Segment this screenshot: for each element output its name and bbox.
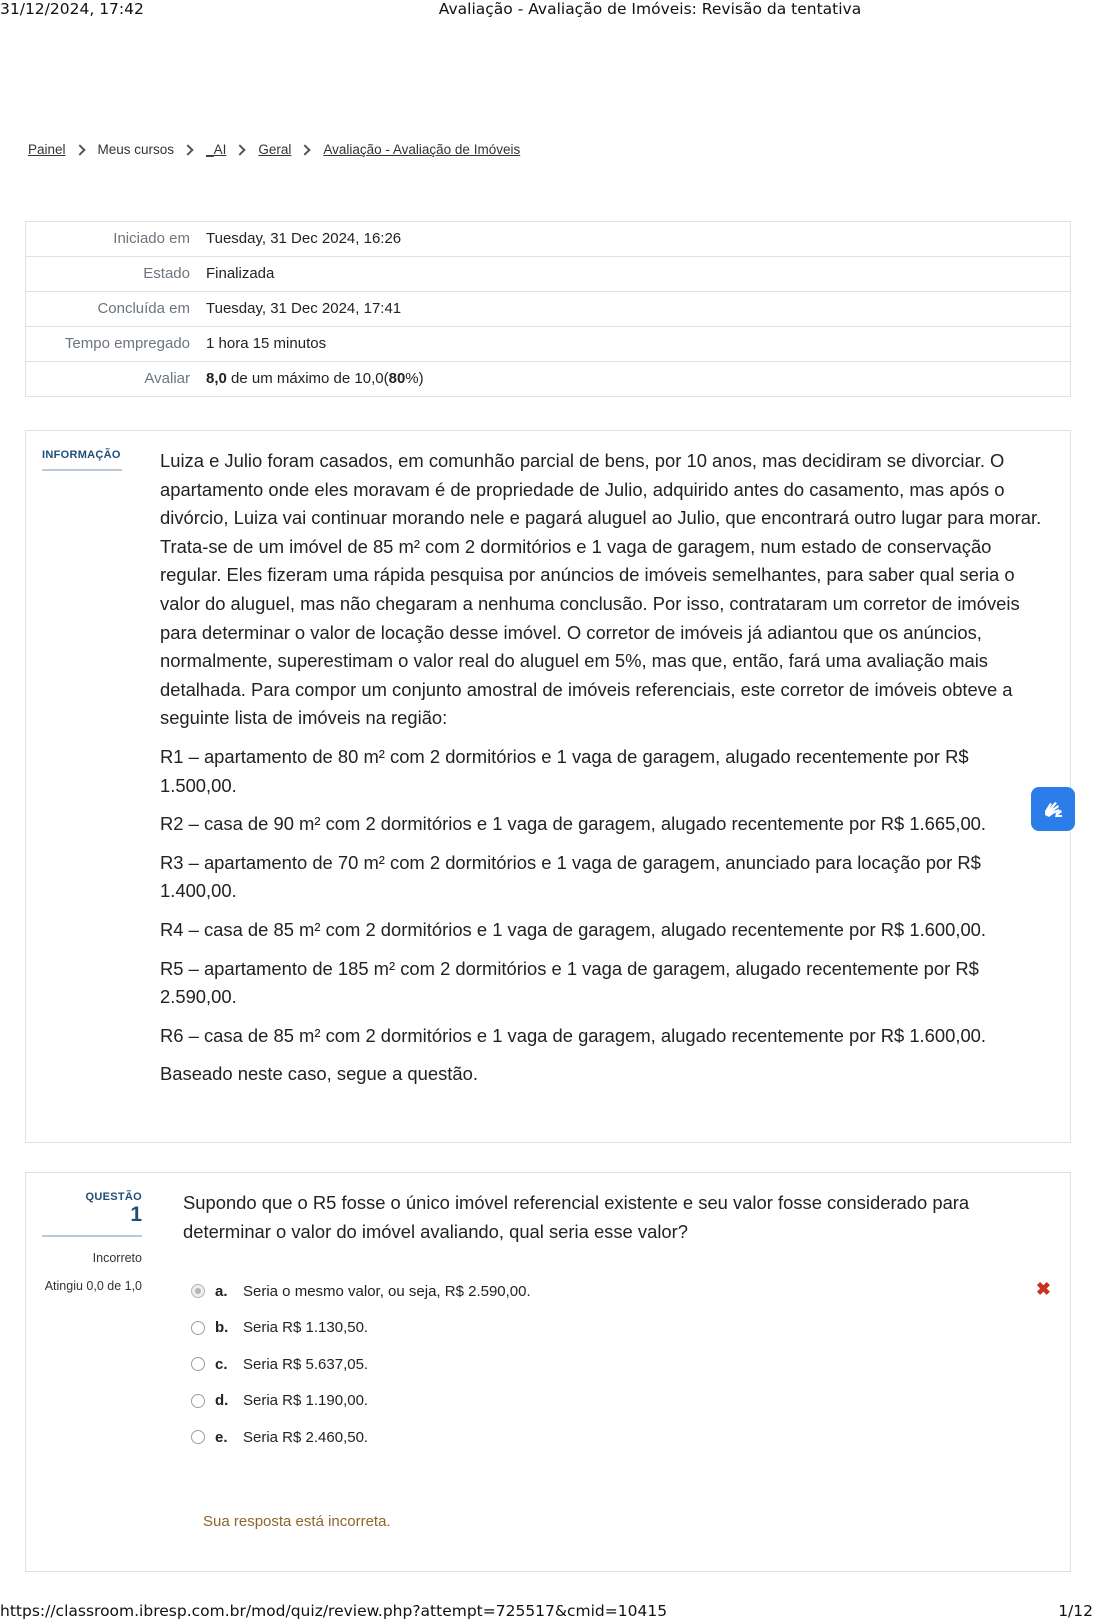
print-footer <box>0 1602 1093 1622</box>
chevron-right-icon <box>300 144 311 155</box>
answer-letter: c. <box>215 1355 228 1373</box>
sign-language-button[interactable] <box>1031 787 1075 831</box>
grade-score: 8,0 <box>206 370 227 387</box>
radio-button[interactable] <box>191 1284 205 1298</box>
information-card <box>25 430 1071 1143</box>
answer-letter: e. <box>215 1428 228 1446</box>
time-label: Tempo empregado <box>64 335 190 352</box>
info-paragraph: Baseado neste caso, segue a questão. <box>160 1063 478 1085</box>
radio-button[interactable] <box>191 1321 205 1335</box>
time-value: 1 hora 15 minutos <box>206 335 327 352</box>
radio-button[interactable] <box>191 1357 205 1371</box>
answer-letter: b. <box>215 1319 229 1337</box>
started-label: Iniciado em <box>113 230 190 247</box>
answer-text: Seria R$ 1.130,50. <box>243 1319 369 1337</box>
chevron-right-icon <box>235 144 246 155</box>
question-number: 1 <box>42 1203 142 1237</box>
grade-value <box>206 362 1070 396</box>
question-state: Incorreto <box>92 1251 142 1265</box>
print-timestamp: 31/12/2024, 17:42 <box>0 0 144 18</box>
breadcrumb-geral[interactable]: Geral <box>258 142 292 157</box>
summary-row-grade <box>26 362 1070 396</box>
answer-letter: a. <box>215 1282 228 1300</box>
grade-label: Avaliar <box>144 370 190 387</box>
question-grade: Atingiu 0,0 de 1,0 <box>44 1279 142 1293</box>
question-text: Supondo que o R5 fosse o único imóvel referencial existente e seu valor fosse considerado para determinar o valor do imóvel avaliando, qual seria esse valor? <box>183 1192 970 1242</box>
question-info <box>42 1191 142 1293</box>
breadcrumb-course[interactable]: _AI <box>206 142 227 157</box>
grade-percent: 80 <box>388 370 406 387</box>
print-page-number: 1/12 <box>1058 1602 1093 1620</box>
started-value: Tuesday, 31 Dec 2024, 16:26 <box>206 230 402 247</box>
completed-value: Tuesday, 31 Dec 2024, 17:41 <box>206 300 402 317</box>
answer-text: Seria o mesmo valor, ou seja, R$ 2.590,00. <box>243 1282 531 1300</box>
answer-feedback: Sua resposta está incorreta. <box>203 1513 391 1530</box>
grade-end: %) <box>405 370 424 387</box>
answer-option-c[interactable] <box>191 1346 1051 1383</box>
attempt-summary-table <box>25 221 1071 397</box>
completed-label: Concluída em <box>97 300 190 317</box>
answer-option-d[interactable] <box>191 1383 1051 1420</box>
breadcrumb <box>28 142 520 157</box>
breadcrumb-painel[interactable]: Painel <box>28 142 66 157</box>
answer-option-e[interactable] <box>191 1419 1051 1456</box>
question-word: QUESTÃO <box>85 1191 142 1203</box>
chevron-right-icon <box>74 144 85 155</box>
radio-button[interactable] <box>191 1394 205 1408</box>
summary-row-started <box>26 222 1070 257</box>
sign-language-icon <box>1039 795 1067 823</box>
grade-mid: de um máximo de 10,0( <box>226 370 389 387</box>
wrong-cross-icon: ✖ <box>1035 1279 1051 1299</box>
answer-option-a[interactable] <box>191 1273 1051 1310</box>
info-paragraph: R4 – casa de 85 m² com 2 dormitórios e 1 vaga de garagem, alugado recentemente por R$ 1.600,00. <box>160 918 987 940</box>
summary-row-completed <box>26 292 1070 327</box>
question-card <box>25 1172 1071 1572</box>
print-document-title: Avaliação - Avaliação de Imóveis: Revisão da tentativa <box>438 0 862 18</box>
state-label: Estado <box>143 265 190 282</box>
information-text <box>160 447 1050 1099</box>
answer-text: Seria R$ 5.637,05. <box>243 1355 369 1373</box>
answer-text: Seria R$ 2.460,50. <box>243 1428 369 1446</box>
state-value: Finalizada <box>206 265 275 282</box>
info-paragraph: R2 – casa de 90 m² com 2 dormitórios e 1 vaga de garagem, alugado recentemente por R$ 1.665,00. <box>160 813 987 835</box>
print-header <box>0 0 1093 20</box>
info-paragraph: Luiza e Julio foram casados, em comunhão parcial de bens, por 10 anos, mas decidiram se divorciar. O apartamento onde eles moravam é de propriedade de Julio, adquirido antes do casamento, mas após o divórcio, Luiza vai continuar morando nele e pagará aluguel ao Julio, que encontrará outro lugar para morar. Trata-se de um imóvel de 85 m² com 2 dormitórios e 1 vaga de garagem, num estado de conservação regular. Eles fizeram uma rápida pesquisa por anúncios de imóveis semelhantes, para saber qual seria o valor do aluguel, mas não chegaram a nenhuma conclusão. Por isso, contrataram um corretor de imóveis para determinar o valor de locação desse imóvel. O corretor de imóveis já adiantou que os anúncios, normalmente, superestimam o valor real do aluguel em 5%, mas que, então, fará uma avaliação mais detalhada. Para compor um conjunto amostral de imóveis referenciais, este corretor de imóveis obteve a seguinte lista de imóveis na região: <box>160 450 1042 729</box>
info-paragraph: R6 – casa de 85 m² com 2 dormitórios e 1 vaga de garagem, alugado recentemente por R$ 1.600,00. <box>160 1024 987 1046</box>
answer-text: Seria R$ 1.190,00. <box>243 1392 369 1410</box>
breadcrumb-meus-cursos: Meus cursos <box>97 142 175 157</box>
info-paragraph: R5 – apartamento de 185 m² com 2 dormitórios e 1 vaga de garagem, alugado recentemente por R$ 2.590,00. <box>160 957 979 1008</box>
breadcrumb-quiz[interactable]: Avaliação - Avaliação de Imóveis <box>323 142 521 157</box>
summary-row-state <box>26 257 1070 292</box>
information-label: INFORMAÇÃO <box>42 449 122 471</box>
radio-button[interactable] <box>191 1430 205 1444</box>
info-paragraph: R1 – apartamento de 80 m² com 2 dormitórios e 1 vaga de garagem, alugado recentemente por R$ 1.500,00. <box>160 745 969 796</box>
answer-list <box>191 1273 1051 1456</box>
chevron-right-icon <box>182 144 193 155</box>
answer-option-b[interactable] <box>191 1310 1051 1347</box>
answer-letter: d. <box>215 1392 229 1410</box>
info-paragraph: R3 – apartamento de 70 m² com 2 dormitórios e 1 vaga de garagem, anunciado para locação por R$ 1.400,00. <box>160 851 981 902</box>
summary-row-time <box>26 327 1070 362</box>
print-url: https://classroom.ibresp.com.br/mod/quiz/review.php?attempt=725517&cmid=10415 <box>0 1602 668 1620</box>
